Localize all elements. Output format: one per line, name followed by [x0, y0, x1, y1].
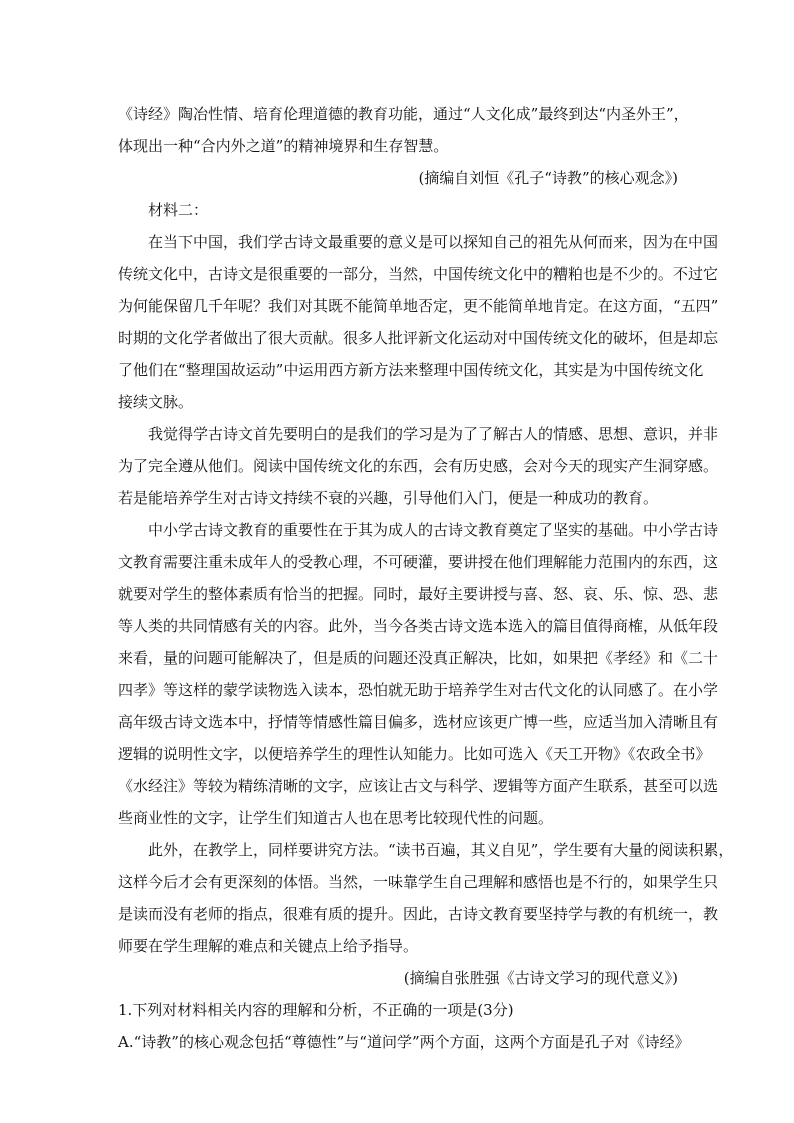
text-line: 等人类的共同情感有关的内容。此外，当今各类古诗文选本选入的篇目值得商榷，从低年段	[118, 617, 719, 635]
text-line: 《水经注》等较为精练清晰的文字，应该让古文与科学、逻辑等方面产生联系，甚至可以选	[118, 777, 719, 795]
source-citation: (摘编自张胜强《古诗文学习的现代意义》)	[403, 969, 678, 987]
paragraph	[118, 418, 719, 514]
text-line: 接续文脉。	[118, 393, 194, 411]
text-line: 逻辑的说明性文字，以便培养学生的理性认知能力。比如可选入《天工开物》《农政全书》	[118, 745, 711, 763]
text-line: 来看，量的问题可能解决了，但是质的问题还没真正解决，比如，如果把《孝经》和《二十	[118, 649, 719, 667]
text-line: 了他们在“整理国故运动”中运用西方新方法来整理中国传统文化，其实是为中国传统文化	[118, 361, 704, 379]
text-line: 时期的文化学者做出了很大贡献。很多人批评新文化运动对中国传统文化的破坏，但是却忘	[118, 329, 719, 347]
text-line: 若是能培养学生对古诗文持续不衰的兴趣，引导他们入门，便是一种成功的教育。	[118, 489, 659, 507]
text-line: 中小学古诗文教育的重要性在于其为成人的古诗文教育奠定了坚实的基础。中小学古诗	[148, 521, 719, 539]
paragraph	[118, 226, 719, 418]
text-line: 是读而没有老师的指点，很难有质的提升。因此，古诗文教育要坚持学与教的有机统一，教	[118, 905, 719, 923]
section-heading: 材料二：	[148, 201, 209, 219]
top-paragraph	[118, 98, 689, 162]
text-line: 四孝》等这样的蒙学读物选入读本，恐怕就无助于培养学生对古代文化的认同感了。在小学	[118, 681, 719, 699]
paragraph	[118, 514, 719, 834]
text-line: 文教育需要注重未成年人的受教心理，不可硬灌，要讲授在他们理解能力范围内的东西，这	[118, 553, 719, 571]
text-line: 为何能保留几千年呢？我们对其既不能简单地否定，更不能简单地肯定。在这方面，“五四”	[118, 297, 719, 315]
source-citation: (摘编自刘恒《孔子“诗教”的核心观念》)	[418, 169, 678, 187]
text-line: 这样今后才会有更深刻的体悟。当然，一味靠学生自己理解和感悟也是不行的，如果学生只	[118, 873, 719, 891]
text-line: 为了完全遵从他们。阅读中国传统文化的东西，会有历史感，会对今天的现实产生洞穿感。	[118, 457, 719, 475]
answer-option-a: A.“诗教”的核心观念包括“尊德性”与“道问学”两个方面，这两个方面是孔子对《诗经》	[118, 1033, 690, 1051]
text-line: 就要对学生的整体素质有恰当的把握。同时，最好主要讲授与喜、怒、哀、乐、惊、恐、悲	[118, 585, 719, 603]
question-title: 1.下列对材料相关内容的理解和分析，不正确的一项是(3分)	[118, 1001, 514, 1019]
document-content	[118, 98, 734, 1058]
text-line: 此外，在教学上，同样要讲究方法。“读书百遍，其义自见”，学生要有大量的阅读积累，	[148, 841, 734, 859]
text-line: 在当下中国，我们学古诗文最重要的意义是可以探知自己的祖先从何而来，因为在中国	[148, 233, 719, 251]
text-line: 传统文化中，古诗文是很重要的一部分，当然，中国传统文化中的糟粕也是不少的。不过它	[118, 265, 719, 283]
text-line: 师要在学生理解的难点和关键点上给予指导。	[118, 937, 419, 955]
paragraph	[118, 834, 734, 962]
text-line: 些商业性的文字，让学生们知道古人也在思考比较现代性的问题。	[118, 809, 554, 827]
text-line: 《诗经》陶冶性情、培育伦理道德的教育功能，通过“人文化成”最终到达“内圣外王”，	[118, 105, 689, 123]
text-line: 高年级古诗文选本中，抒情等情感性篇目偏多，选材应该更广博一些，应适当加入清晰且有	[118, 713, 719, 731]
text-line: 体现出一种“合内外之道”的精神境界和生存智慧。	[118, 137, 449, 155]
text-line: 我觉得学古诗文首先要明白的是我们的学习是为了了解古人的情感、思想、意识，并非	[148, 425, 719, 443]
